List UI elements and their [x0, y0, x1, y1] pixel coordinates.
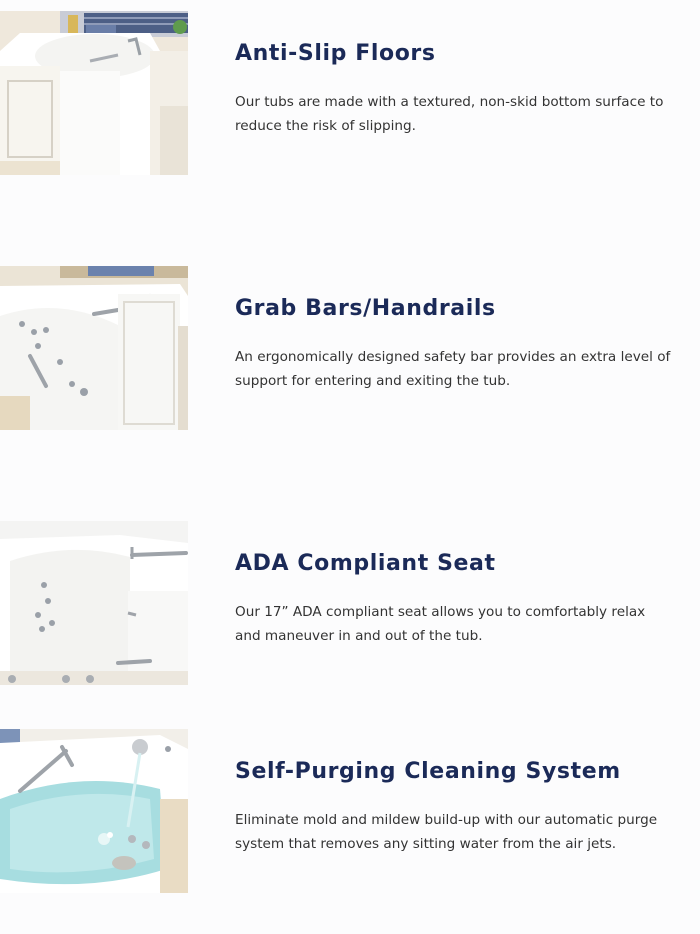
feature-ada-compliant-seat: [0, 521, 700, 685]
feature-description: An ergonomically designed safety bar provides an extra level of support for entering and exiting the tub.: [235, 349, 671, 389]
feature-description: Our tubs are made with a textured, non-skid bottom surface to reduce the risk of slipping.: [235, 94, 664, 134]
feature-title: Anti-Slip Floors: [235, 41, 436, 66]
feature-anti-slip-floors: [0, 11, 700, 175]
tub-seat-image: [0, 521, 188, 685]
tub-filled-water-image: [0, 729, 188, 893]
feature-self-purging-cleaning-system: [0, 729, 700, 893]
feature-description: Eliminate mold and mildew build-up with our automatic purge system that removes any sitting water from the air jets.: [235, 812, 658, 852]
feature-title: Self-Purging Cleaning System: [235, 759, 621, 784]
walk-in-tub-door-image: [0, 11, 188, 175]
feature-grab-bars-handrails: [0, 266, 700, 430]
feature-title: Grab Bars/Handrails: [235, 296, 496, 321]
feature-description: Our 17” ADA compliant seat allows you to comfortably relax and maneuver in and out of the tub.: [235, 604, 646, 644]
tub-grab-bar-image: [0, 266, 188, 430]
feature-title: ADA Compliant Seat: [235, 551, 496, 576]
